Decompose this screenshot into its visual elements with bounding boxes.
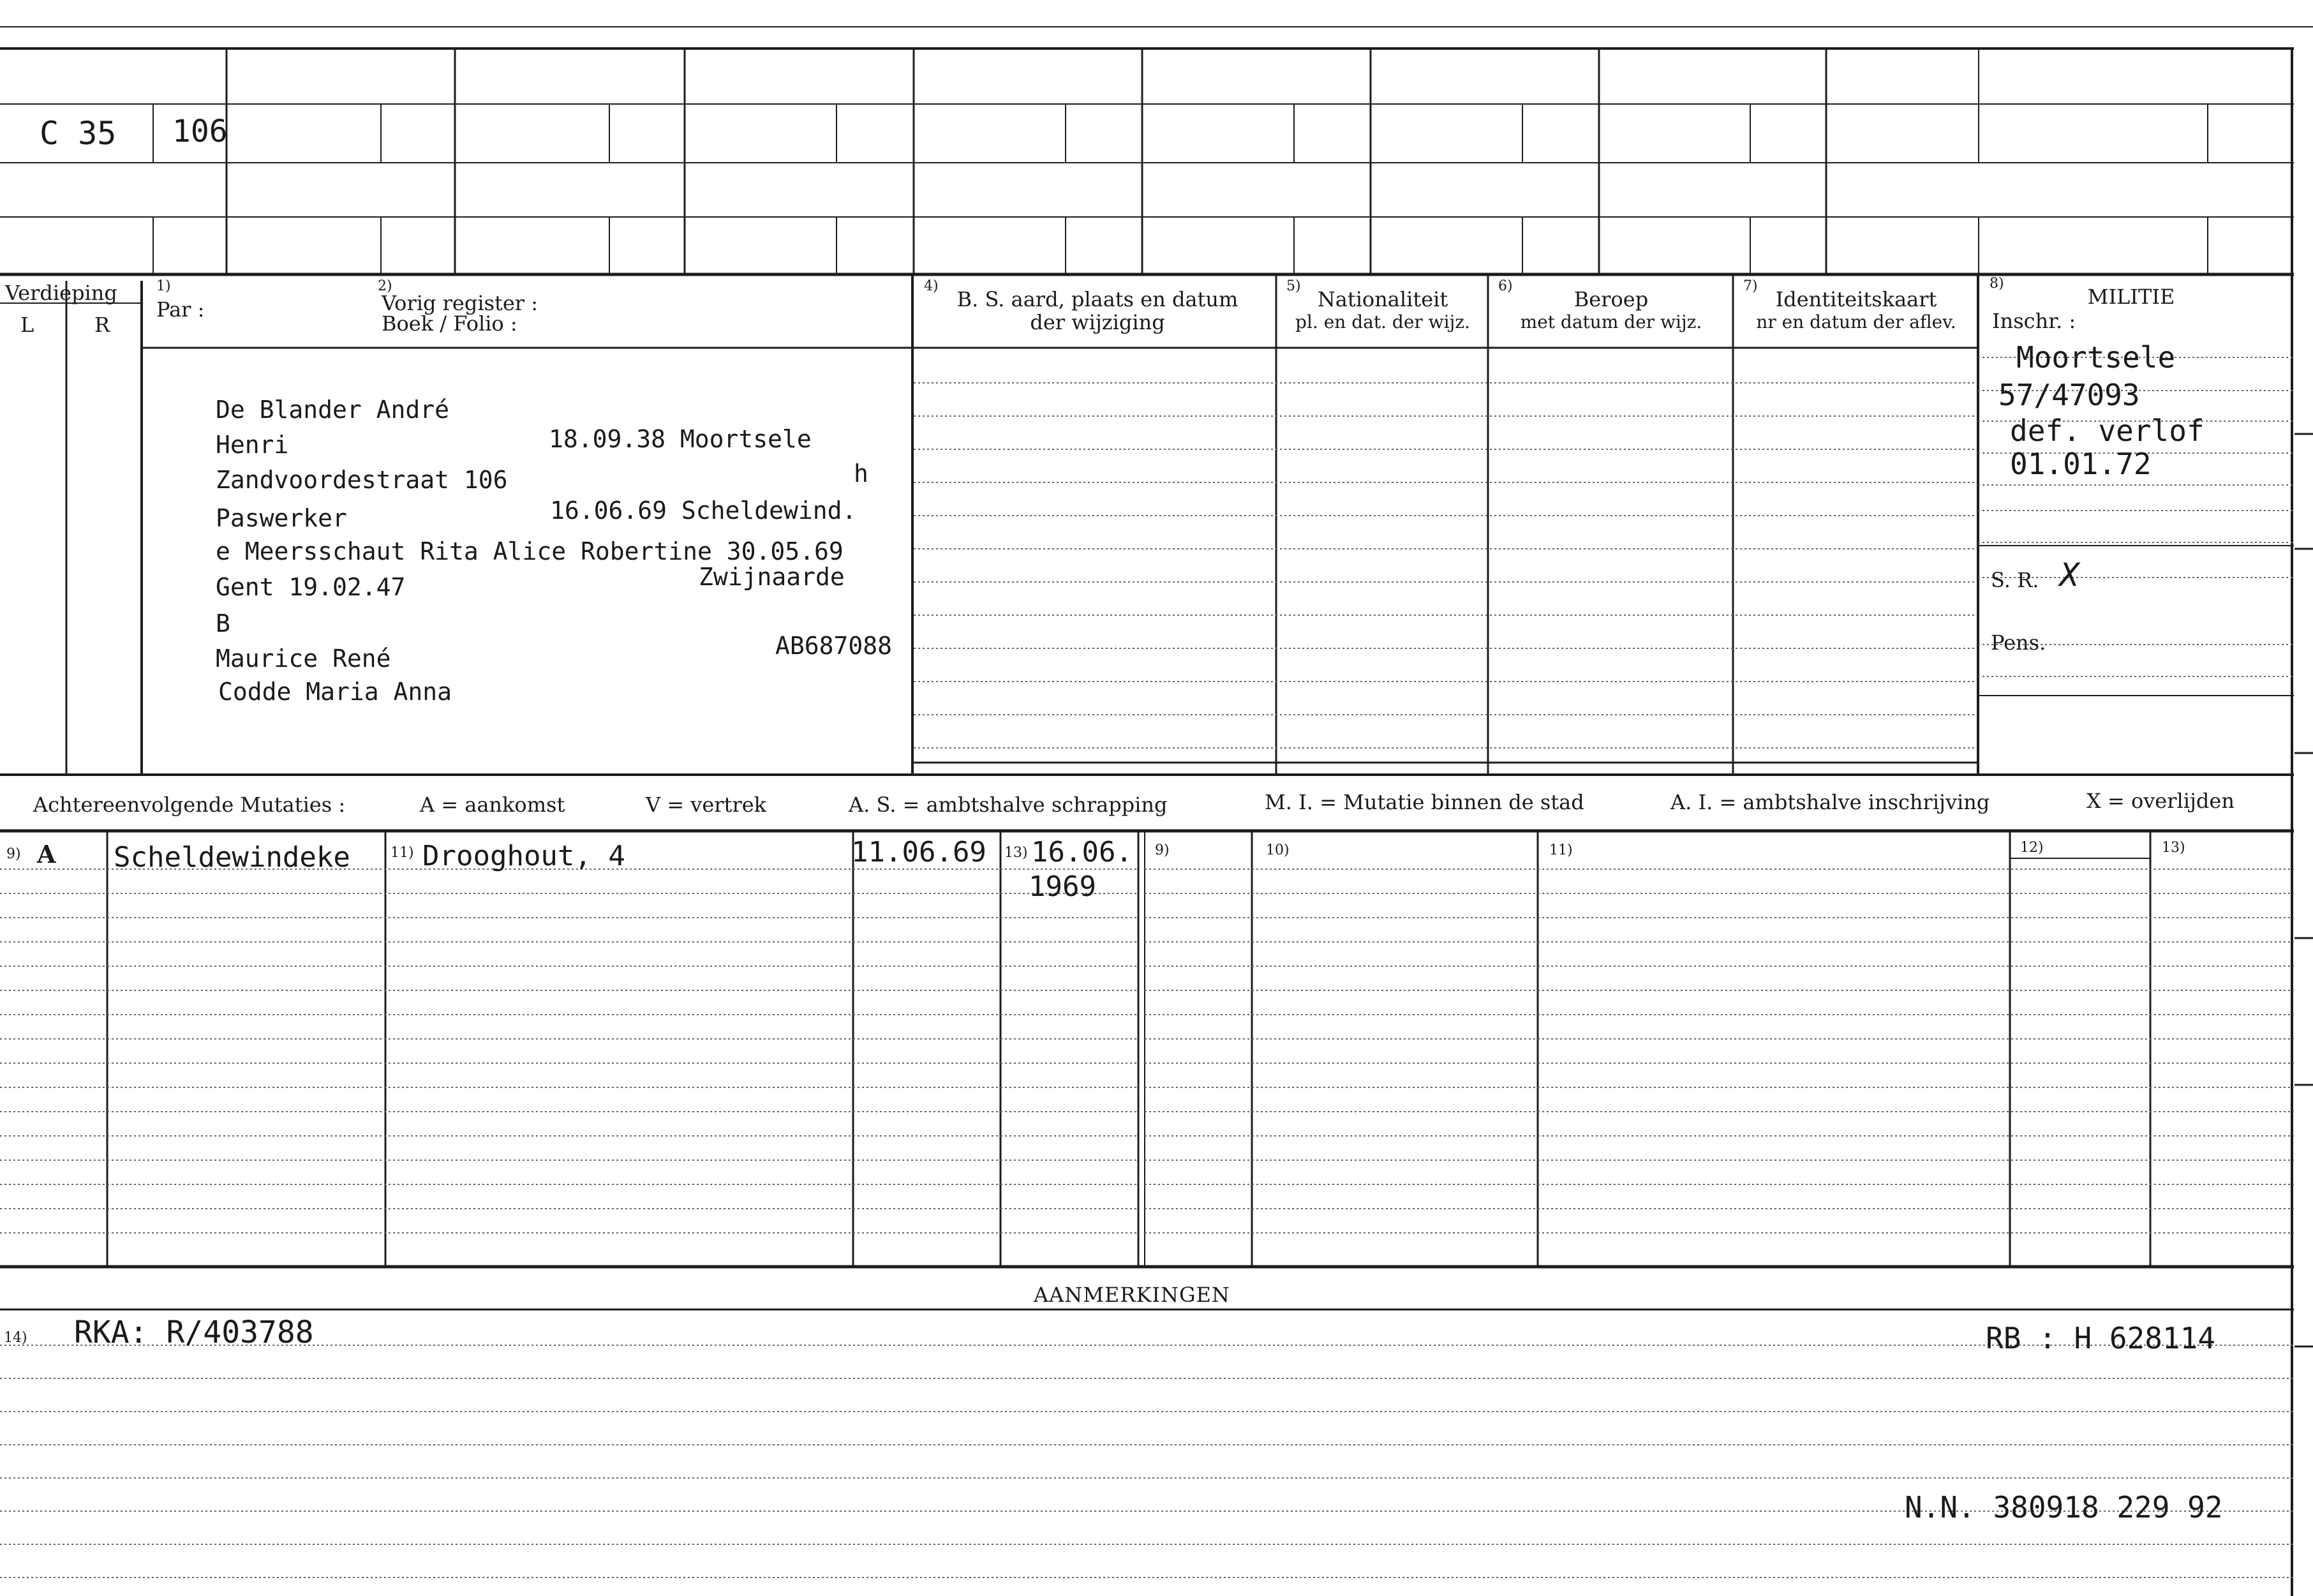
legend-title: Achtereenvolgende Mutaties : bbox=[33, 793, 346, 817]
person-id-number: AB687088 bbox=[775, 632, 893, 660]
sr-mark: X bbox=[2060, 556, 2079, 593]
beroep-header-line1: Beroep bbox=[1573, 287, 1649, 311]
remarks-number: 14) bbox=[4, 1330, 27, 1346]
militie-number-value: 57/47093 bbox=[1998, 378, 2140, 412]
person-spouse-place: Zwijnaarde bbox=[699, 563, 845, 591]
person-spouse-birth: Gent 19.02.47 bbox=[216, 573, 406, 601]
mut2-col11-number: 11) bbox=[1549, 842, 1573, 858]
remarks-nn: N.N. 380918 229 92 bbox=[1905, 1490, 2223, 1525]
bs-header-line1: B. S. aard, plaats en datum bbox=[956, 287, 1238, 311]
person-marriage: 16.06.69 Scheldewind. bbox=[550, 496, 857, 525]
par-number: 1) bbox=[156, 278, 171, 294]
person-birth: 18.09.38 Moortsele bbox=[549, 425, 812, 453]
beroep-number: 6) bbox=[1498, 278, 1513, 294]
id-header-line2: nr en datum der aflev. bbox=[1756, 311, 1956, 332]
verdieping-label: Verdieping bbox=[5, 281, 117, 305]
vorig-register-label: Vorig register : bbox=[382, 291, 539, 315]
mut2-col12-number: 12) bbox=[2020, 840, 2044, 856]
sr-label: S. R. bbox=[1991, 568, 2039, 592]
bs-number: 4) bbox=[924, 278, 939, 294]
par-label: Par : bbox=[156, 297, 205, 322]
person-mother: Codde Maria Anna bbox=[218, 678, 452, 706]
person-sex: h bbox=[854, 459, 868, 488]
mutation-place: Scheldewindeke bbox=[114, 841, 350, 874]
legend-x: X = overlijden bbox=[2086, 789, 2235, 813]
id-header-line1: Identiteitskaart bbox=[1775, 287, 1937, 311]
militie-place: Moortsele bbox=[2016, 340, 2176, 375]
person-address: Zandvoordestraat 106 bbox=[216, 466, 508, 494]
boek-folio-label: Boek / Folio : bbox=[382, 311, 517, 336]
person-second-name: Henri bbox=[216, 431, 289, 459]
mutation-date1: 11.06.69 bbox=[851, 836, 986, 869]
col-r-label: R bbox=[94, 313, 110, 337]
militie-date: 01.01.72 bbox=[2010, 447, 2152, 481]
house-number: 106 bbox=[172, 114, 228, 149]
mutation-type: A bbox=[37, 840, 56, 869]
legend-as: A. S. = ambtshalve schrapping bbox=[849, 793, 1168, 817]
bs-header-line2: der wijziging bbox=[1030, 310, 1165, 334]
remarks-title: AANMERKINGEN bbox=[1034, 1283, 1230, 1307]
mutation-date2-year: 1969 bbox=[1029, 870, 1096, 903]
beroep-header-line2: met datum der wijz. bbox=[1520, 311, 1702, 332]
person-father: Maurice René bbox=[216, 645, 391, 673]
militie-label: MILITIE bbox=[2087, 285, 2175, 309]
mut2-col9-number: 9) bbox=[1155, 842, 1170, 858]
legend-v: V = vertrek bbox=[646, 793, 767, 817]
mutation-date2: 16.06. bbox=[1031, 836, 1133, 869]
inschr-label: Inschr. : bbox=[1992, 309, 2076, 333]
nat-number: 5) bbox=[1286, 278, 1301, 294]
militie-number: 8) bbox=[1989, 276, 2004, 292]
nat-header-line1: Nationaliteit bbox=[1317, 287, 1448, 311]
mut2-col10-number: 10) bbox=[1266, 842, 1290, 858]
person-surname: De Blander André bbox=[216, 396, 450, 424]
militie-status: def. verlof bbox=[2010, 414, 2205, 448]
legend-mi: M. I. = Mutatie binnen de stad bbox=[1265, 790, 1584, 814]
person-letter: B bbox=[216, 609, 230, 638]
nat-header-line2: pl. en dat. der wijz. bbox=[1295, 311, 1470, 332]
remarks-rb: RB : H 628114 bbox=[1986, 1321, 2216, 1355]
person-spouse: e Meersschaut Rita Alice Robertine 30.05.69 bbox=[216, 537, 844, 565]
person-occupation: Paswerker bbox=[216, 504, 347, 532]
col-l-label: L bbox=[20, 313, 34, 337]
pens-label: Pens. bbox=[1991, 630, 2046, 655]
vorig-number: 2) bbox=[378, 278, 392, 294]
mut2-col13-number: 13) bbox=[2162, 840, 2185, 856]
remarks-rka: RKA: R/403788 bbox=[74, 1315, 314, 1350]
id-number-label: 7) bbox=[1743, 278, 1758, 294]
mut-col11-number: 11) bbox=[390, 845, 414, 861]
mut-col13-number: 13) bbox=[1004, 845, 1028, 861]
legend-ai: A. I. = ambtshalve inschrijving bbox=[1670, 790, 1990, 814]
ref-code: C 35 bbox=[40, 115, 117, 152]
legend-a: A = aankomst bbox=[420, 793, 565, 817]
mut-col9-number: 9) bbox=[6, 846, 21, 862]
mutation-street: Drooghout, 4 bbox=[422, 840, 625, 872]
